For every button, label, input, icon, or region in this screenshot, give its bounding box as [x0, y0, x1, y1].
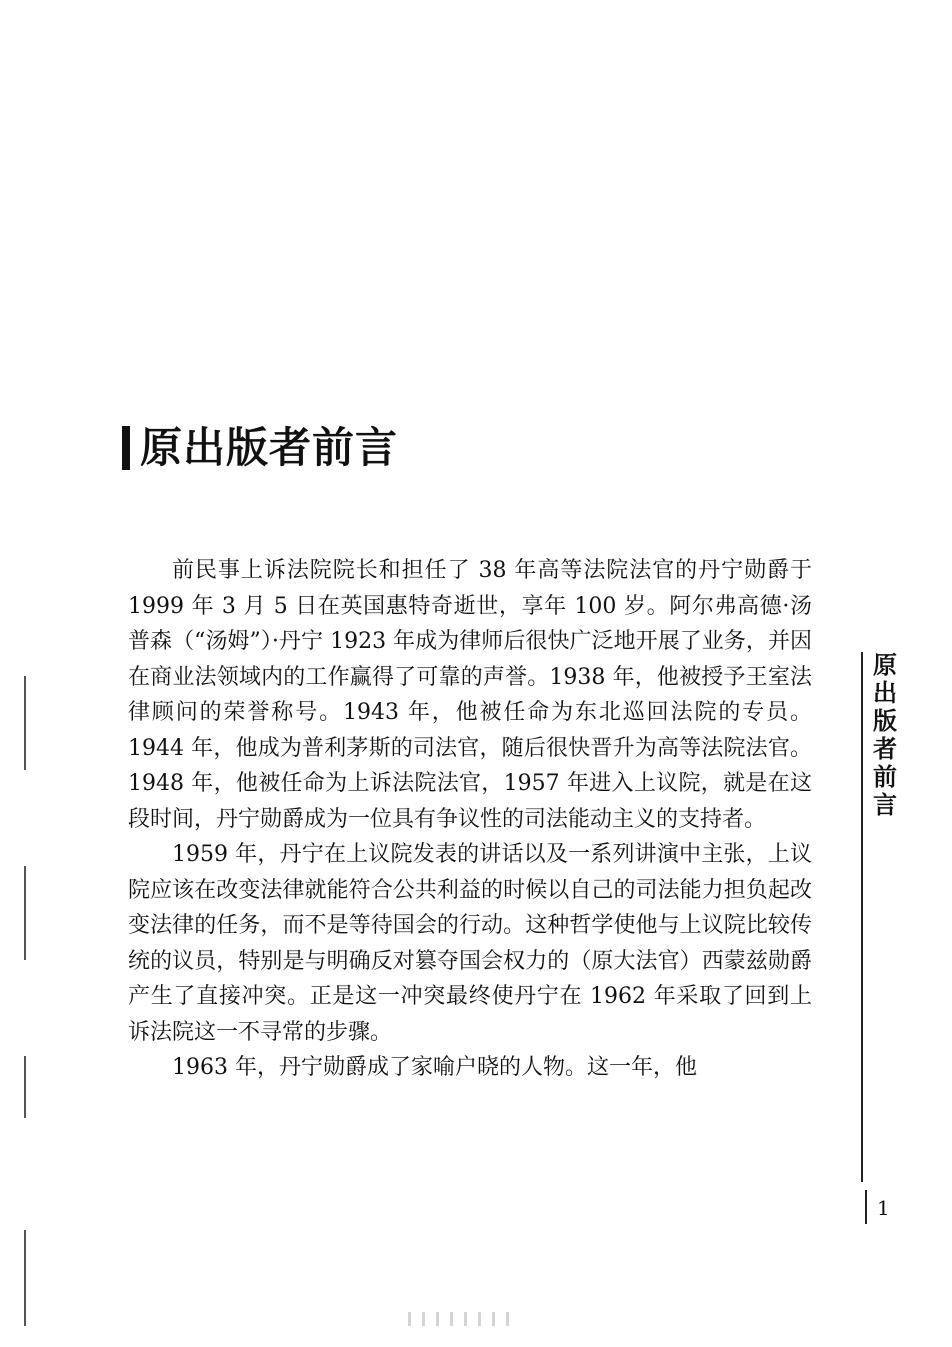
scan-mark: [24, 866, 26, 960]
paragraph-2: 1959 年，丹宁在上议院发表的讲话以及一系列讲演中主张，上议院应该在改变法律就能符合公共利益的时候以自己的司法能力担负起改变法律的任务，而不是等待国会的行动。这种哲学使他与上议院比较传统的议员，特别是与明确反对篡夺国会权力的（原大法官）西蒙兹勋爵产生了直接冲突。正是这一冲突最终使丹宁在 1962 年采取了回到上诉法院这一不寻常的步骤。: [128, 842, 812, 1045]
page-title: 原出版者前言: [140, 423, 399, 472]
paragraph-3: 1963 年，丹宁勋爵成了家喻户晓的人物。这一年，他: [172, 1055, 697, 1080]
side-rule: [861, 652, 863, 1182]
scan-mark: [24, 676, 26, 770]
side-tab-title: 原出版者前言: [873, 651, 897, 819]
scan-mark: [24, 1230, 26, 1326]
paragraph-1: 前民事上诉法院院长和担任了 38 年高等法院法官的丹宁勋爵于 1999 年 3 月 5 日在英国惠特奇逝世，享年 100 岁。阿尔弗高德·汤普森（“汤姆”）·丹宁 1923 年成为律师后很快广泛地开展了业务，并因在商业法领域内的工作赢得了可靠的声誉。1938 年，他被授予王室法律顾问的荣誉称号。1943 年，他被任命为东北巡回法院的专员。1944 年，他成为普利茅斯的司法官，随后很快晋升为高等法院法官。1948 年，他被任命为上诉法院法官，1957 年进入上议院，就是在这段时间，丹宁勋爵成为一位具有争议性的司法能动主义的支持者。: [128, 558, 812, 832]
scan-smudge: [408, 1312, 518, 1326]
heading-bar: [122, 426, 130, 470]
page-number: 1: [877, 1196, 890, 1220]
scan-mark: [24, 1056, 26, 1118]
chapter-heading: [122, 424, 398, 472]
body-text: [128, 553, 812, 1086]
page-number-rule: [865, 1190, 867, 1224]
